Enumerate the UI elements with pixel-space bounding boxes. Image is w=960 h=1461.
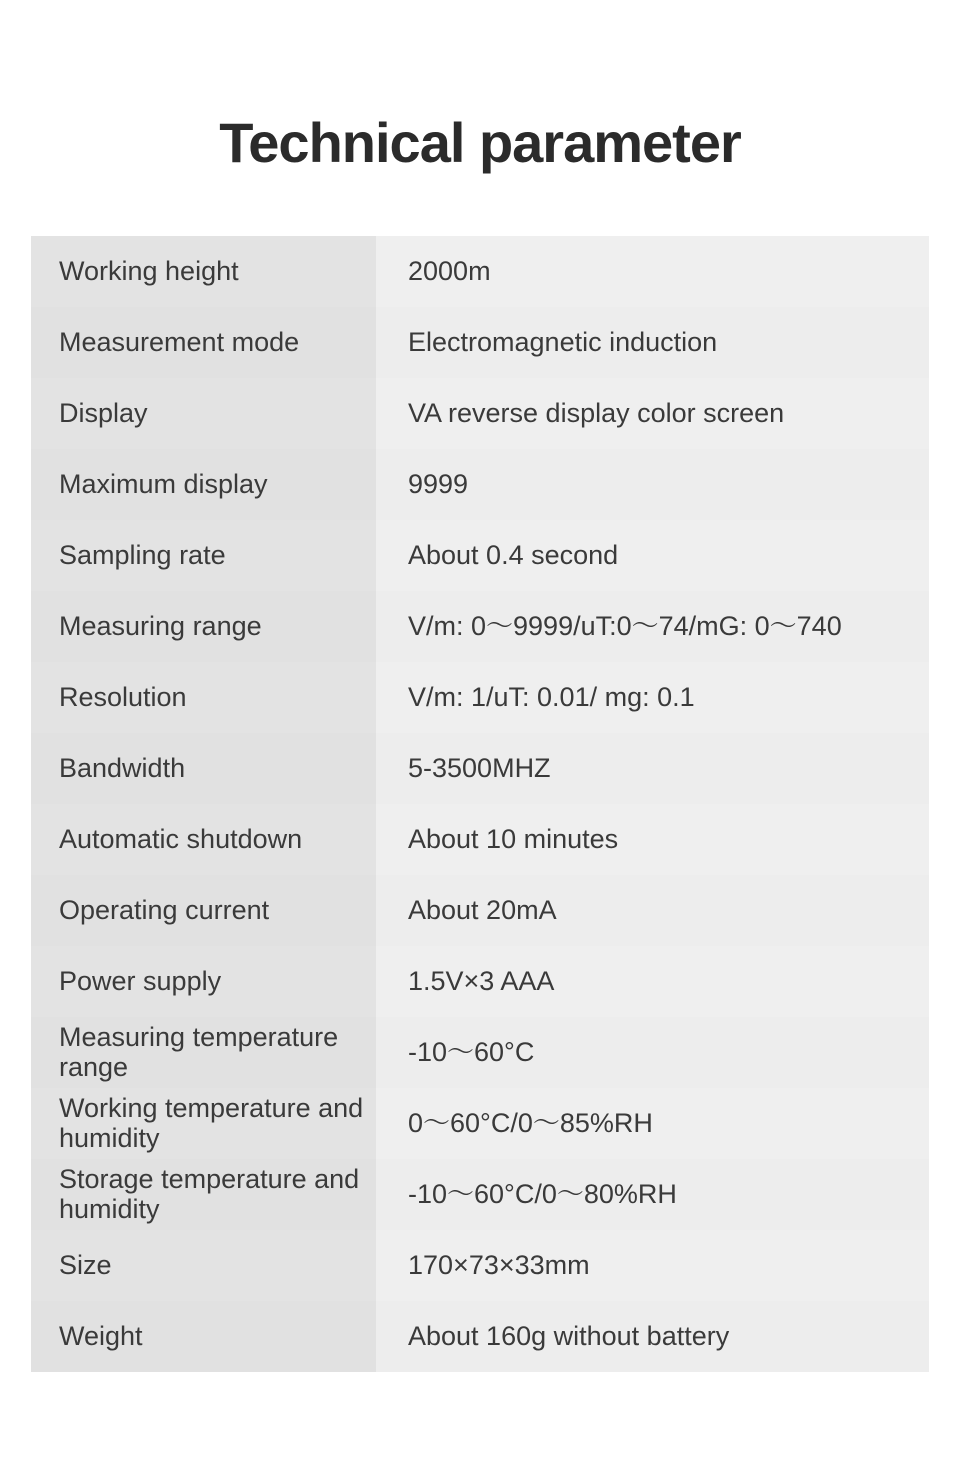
- table-row: [31, 307, 929, 378]
- table-row: [31, 591, 929, 662]
- table-row: [31, 236, 929, 307]
- param-name-cell: Weight: [31, 1301, 376, 1372]
- param-value-cell: V/m: 1/uT: 0.01/ mg: 0.1: [376, 662, 929, 733]
- table-row: [31, 449, 929, 520]
- param-value-cell: About 10 minutes: [376, 804, 929, 875]
- param-name-cell: Storage temperature and humidity: [31, 1159, 376, 1230]
- param-name-cell: Measuring range: [31, 591, 376, 662]
- param-value-cell: 1.5V×3 AAA: [376, 946, 929, 1017]
- technical-parameter-table: [31, 236, 929, 1372]
- table-row: [31, 1088, 929, 1159]
- param-name-cell: Power supply: [31, 946, 376, 1017]
- table-body: [31, 236, 929, 1372]
- param-value-cell: 0～60°C/0～85%RH: [376, 1088, 929, 1159]
- table-row: [31, 520, 929, 591]
- table-row: [31, 378, 929, 449]
- param-name-cell: Measuring temperature range: [31, 1017, 376, 1088]
- param-value-cell: About 20mA: [376, 875, 929, 946]
- param-name-cell: Operating current: [31, 875, 376, 946]
- page-title: Technical parameter: [219, 111, 741, 174]
- param-value-cell: -10～60°C/0～80%RH: [376, 1159, 929, 1230]
- param-value-cell: About 160g without battery: [376, 1301, 929, 1372]
- param-name-cell: Display: [31, 378, 376, 449]
- table-row: [31, 875, 929, 946]
- param-name-cell: Automatic shutdown: [31, 804, 376, 875]
- param-value-cell: About 0.4 second: [376, 520, 929, 591]
- param-value-cell: VA reverse display color screen: [376, 378, 929, 449]
- table-row: [31, 1017, 929, 1088]
- param-value-cell: 9999: [376, 449, 929, 520]
- table-row: [31, 1301, 929, 1372]
- param-value-cell: 5-3500MHZ: [376, 733, 929, 804]
- param-name-cell: Maximum display: [31, 449, 376, 520]
- param-name-cell: Measurement mode: [31, 307, 376, 378]
- param-name-cell: Resolution: [31, 662, 376, 733]
- param-name-cell: Bandwidth: [31, 733, 376, 804]
- table-row: [31, 733, 929, 804]
- param-value-cell: 170×73×33mm: [376, 1230, 929, 1301]
- table-row: [31, 662, 929, 733]
- param-value-cell: -10～60°C: [376, 1017, 929, 1088]
- table-row: [31, 1230, 929, 1301]
- param-value-cell: V/m: 0～9999/uT:0～74/mG: 0～740: [376, 591, 929, 662]
- param-value-cell: 2000m: [376, 236, 929, 307]
- table-row: [31, 946, 929, 1017]
- param-name-cell: Working temperature and humidity: [31, 1088, 376, 1159]
- param-name-cell: Size: [31, 1230, 376, 1301]
- table-row: [31, 804, 929, 875]
- table-row: [31, 1159, 929, 1230]
- param-name-cell: Sampling rate: [31, 520, 376, 591]
- param-value-cell: Electromagnetic induction: [376, 307, 929, 378]
- param-name-cell: Working height: [31, 236, 376, 307]
